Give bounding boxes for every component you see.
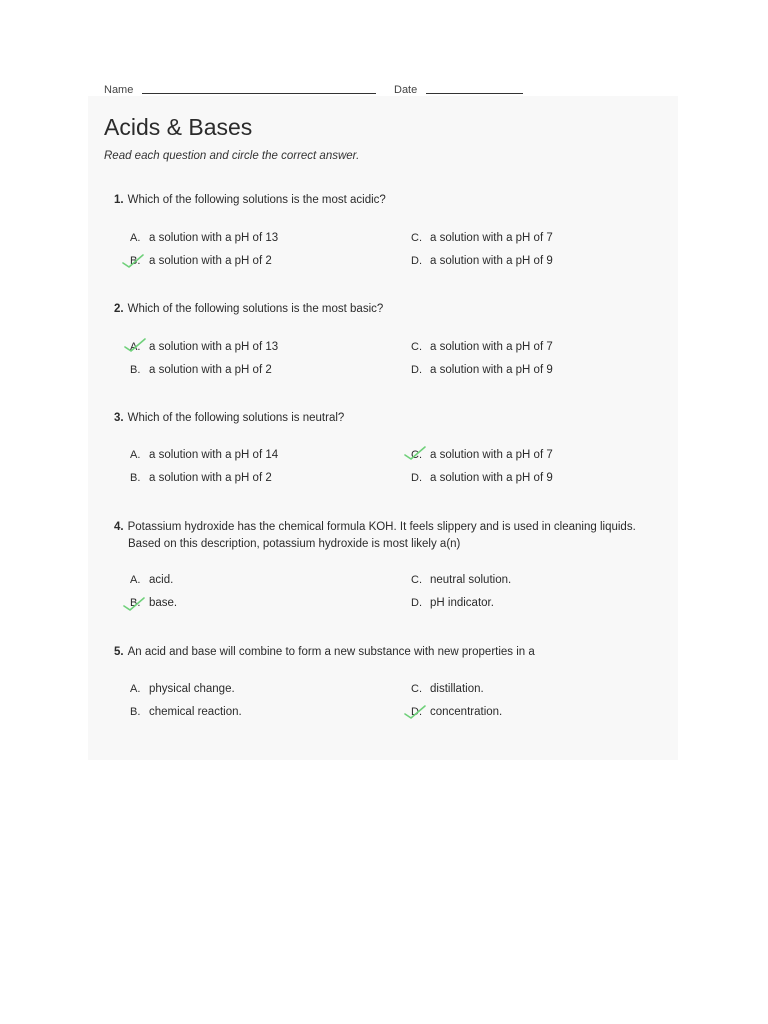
- question-text: Which of the following solutions is the most basic?: [127, 303, 384, 315]
- q1-option-b[interactable]: [130, 255, 272, 267]
- option-text: a solution with a pH of 9: [430, 364, 553, 376]
- date-label: Date: [394, 84, 418, 96]
- option-letter: C.: [411, 683, 422, 695]
- option-text: a solution with a pH of 9: [430, 255, 553, 267]
- option-text: a solution with a pH of 14: [149, 449, 279, 461]
- q2-option-a[interactable]: [130, 341, 278, 353]
- q5-option-b[interactable]: [130, 706, 242, 718]
- option-text: a solution with a pH of 7: [430, 341, 553, 353]
- question-text: Which of the following solutions is the most acidic?: [127, 194, 386, 206]
- q4-option-a[interactable]: [130, 574, 173, 586]
- checkmark-icon: [403, 704, 427, 720]
- q2-option-d[interactable]: [411, 364, 553, 376]
- question-text-line-2: Based on this description, potassium hydroxide is most likely a(n): [128, 538, 461, 550]
- option-text: chemical reaction.: [149, 706, 242, 718]
- option-letter: A.: [130, 574, 141, 586]
- option-letter: A.: [130, 683, 141, 695]
- option-text: concentration.: [430, 706, 503, 718]
- option-text: a solution with a pH of 9: [430, 472, 553, 484]
- option-text: physical change.: [149, 683, 235, 695]
- option-text: a solution with a pH of 2: [149, 364, 272, 376]
- option-letter: B.: [130, 706, 141, 718]
- q1-option-d[interactable]: [411, 255, 553, 267]
- q5-option-a[interactable]: [130, 683, 235, 695]
- q5-option-c[interactable]: [411, 683, 484, 695]
- question-4: [114, 519, 674, 553]
- question-text: Potassium hydroxide has the chemical formula KOH. It feels slippery and is used in cleaning liquids.: [127, 521, 636, 533]
- question-1: [114, 192, 674, 209]
- question-text: Which of the following solutions is neutral?: [127, 412, 345, 424]
- q2-option-b[interactable]: [130, 364, 272, 376]
- option-text: base.: [149, 597, 178, 609]
- checkmark-icon: [122, 596, 146, 612]
- question-text: An acid and base will combine to form a new substance with new properties in a: [127, 646, 535, 658]
- option-letter: D.: [411, 255, 422, 267]
- question-number: 2.: [114, 303, 124, 315]
- option-text: acid.: [149, 574, 174, 586]
- option-text: a solution with a pH of 2: [149, 472, 272, 484]
- q2-option-c[interactable]: [411, 341, 553, 353]
- option-letter: C.: [411, 449, 422, 461]
- q3-option-b[interactable]: [130, 472, 272, 484]
- option-letter: D.: [411, 472, 422, 484]
- q4-option-c[interactable]: [411, 574, 511, 586]
- date-line: [426, 93, 523, 94]
- option-letter: B.: [130, 255, 141, 267]
- name-line: [142, 93, 376, 94]
- option-letter: C.: [411, 232, 422, 244]
- question-3: [114, 410, 674, 427]
- question-number: 4.: [114, 521, 124, 533]
- option-letter: B.: [130, 597, 141, 609]
- q3-option-a[interactable]: [130, 449, 278, 461]
- q1-option-a[interactable]: [130, 232, 278, 244]
- option-text: distillation.: [430, 683, 484, 695]
- option-letter: C.: [411, 341, 422, 353]
- option-letter: C.: [411, 574, 422, 586]
- option-letter: A.: [130, 232, 141, 244]
- option-text: a solution with a pH of 2: [149, 255, 272, 267]
- question-5: [114, 644, 674, 661]
- option-text: a solution with a pH of 7: [430, 449, 553, 461]
- option-text: a solution with a pH of 13: [149, 341, 279, 353]
- checkmark-icon: [121, 253, 145, 269]
- option-text: neutral solution.: [430, 574, 512, 586]
- option-text: pH indicator.: [430, 597, 494, 609]
- option-letter: B.: [130, 472, 141, 484]
- option-text: a solution with a pH of 13: [149, 232, 279, 244]
- q1-option-c[interactable]: [411, 232, 553, 244]
- option-letter: B.: [130, 364, 141, 376]
- checkmark-icon: [123, 337, 147, 353]
- option-letter: A.: [130, 341, 141, 353]
- option-letter: A.: [130, 449, 141, 461]
- option-text: a solution with a pH of 7: [430, 232, 553, 244]
- checkmark-icon: [403, 445, 427, 461]
- instructions: Read each question and circle the correct answer.: [104, 150, 360, 162]
- name-label: Name: [104, 84, 134, 96]
- option-letter: D.: [411, 364, 422, 376]
- question-2: [114, 301, 674, 318]
- option-letter: D.: [411, 706, 422, 718]
- q3-option-c[interactable]: [411, 449, 553, 461]
- option-letter: D.: [411, 597, 422, 609]
- question-number: 5.: [114, 646, 124, 658]
- question-number: 3.: [114, 412, 124, 424]
- name-date-row: [104, 82, 544, 96]
- q4-option-d[interactable]: [411, 597, 494, 609]
- q3-option-d[interactable]: [411, 472, 553, 484]
- question-number: 1.: [114, 194, 124, 206]
- page-title: Acids & Bases: [104, 114, 253, 140]
